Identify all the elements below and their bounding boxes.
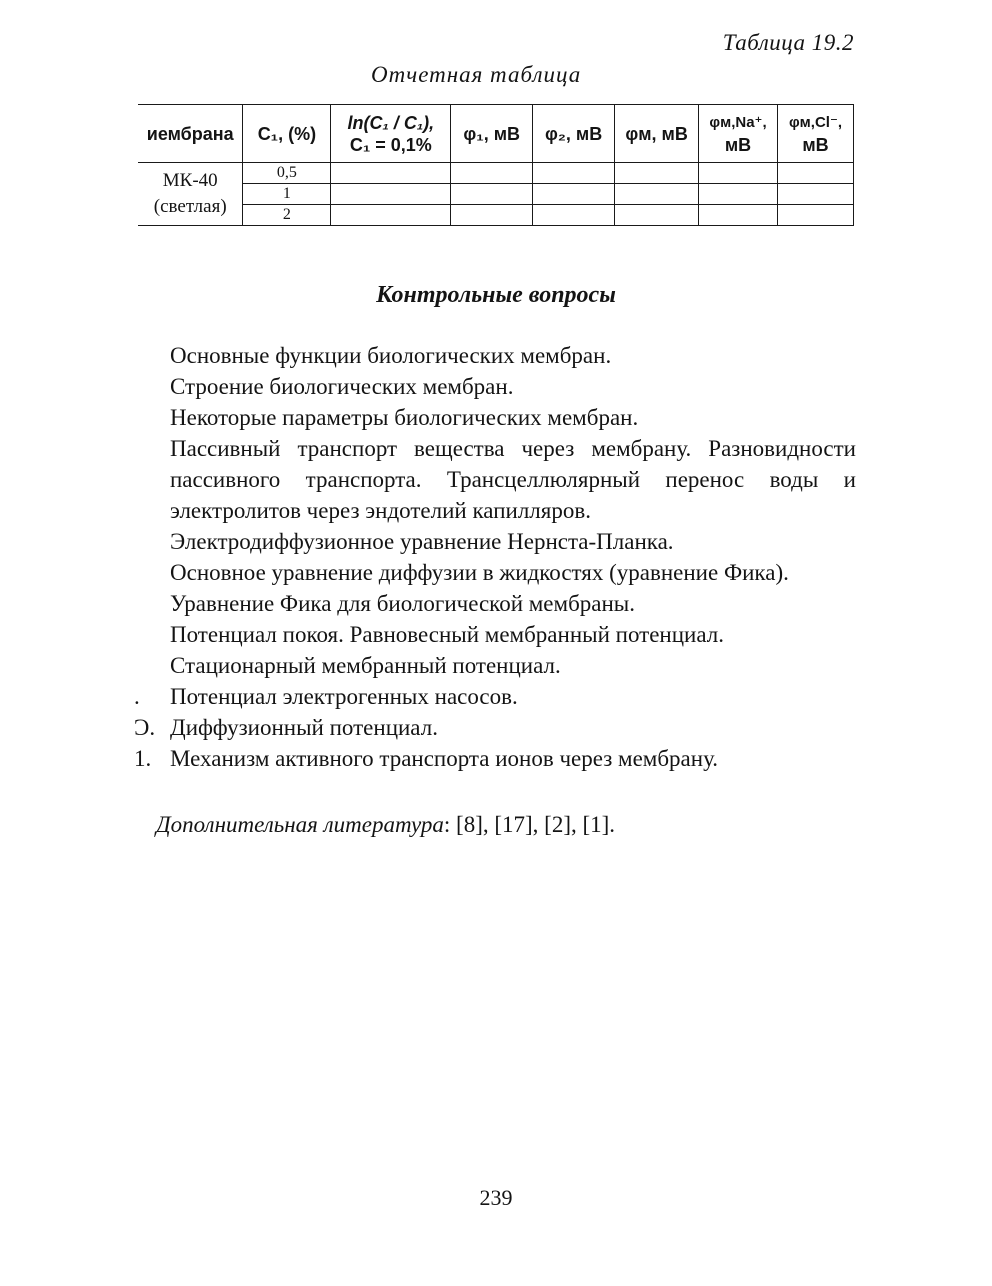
header-ln-line1: ln(C₁ / C₁), — [347, 112, 435, 133]
empty-cell — [699, 205, 778, 226]
question-text: Механизм активного транспорта ионов через мембрану. — [170, 746, 719, 771]
list-item — [134, 650, 856, 681]
header-phi1: φ₁, мВ — [451, 105, 533, 163]
membrane-subtitle: (светлая) — [153, 196, 227, 217]
list-item — [134, 681, 856, 712]
question-text: Основные функции биологических мембран. — [170, 343, 612, 368]
concentration-cell: 1 — [243, 184, 331, 205]
list-item — [134, 433, 856, 526]
list-item — [134, 557, 856, 588]
table-number-label: Таблица 19.2 — [722, 30, 854, 55]
list-item — [134, 712, 856, 743]
membrane-cell — [138, 163, 243, 226]
empty-cell — [615, 205, 699, 226]
table-header-row — [138, 105, 854, 163]
table-caption: Отчетная таблица — [371, 62, 582, 87]
question-number: 1. — [134, 746, 152, 771]
additional-literature-refs: : [8], [17], [2], [1]. — [443, 812, 616, 837]
header-phi-na-line2: мВ — [724, 134, 752, 155]
empty-cell — [533, 184, 615, 205]
question-text: Диффузионный потенциал. — [170, 715, 438, 740]
empty-cell — [331, 205, 451, 226]
section-title: Контрольные вопросы — [376, 282, 616, 308]
question-text: Пассивный транспорт вещества через мембрану. Разновидности пассивного транспорта. Трансцеллюлярный перенос воды и электролитов через эндотелий капилляров. — [170, 436, 856, 523]
list-item — [134, 340, 856, 371]
additional-literature — [156, 812, 615, 838]
empty-cell — [615, 163, 699, 184]
empty-cell — [451, 184, 533, 205]
table-row — [138, 205, 854, 226]
header-phi-cl-line2: мВ — [802, 134, 829, 155]
additional-literature-label: Дополнительная литература — [156, 812, 444, 837]
header-ln-ratio — [331, 105, 451, 163]
empty-cell — [533, 163, 615, 184]
question-text: Электродиффузионное уравнение Нернста-Планка. — [170, 529, 674, 554]
question-text: Некоторые параметры биологических мембран. — [170, 405, 639, 430]
question-number: . — [134, 684, 140, 709]
header-concentration: C₁, (%) — [243, 105, 331, 163]
list-item — [134, 371, 856, 402]
empty-cell — [778, 205, 854, 226]
question-text: Потенциал покоя. Равновесный мембранный потенциал. — [170, 622, 724, 647]
header-phi-na-line1: φм,Na⁺, — [709, 113, 767, 131]
concentration-cell: 0,5 — [243, 163, 331, 184]
questions-list — [134, 340, 856, 774]
empty-cell — [699, 163, 778, 184]
header-phi-cl — [778, 105, 854, 163]
list-item — [134, 526, 856, 557]
empty-cell — [533, 205, 615, 226]
header-phi-na — [699, 105, 778, 163]
question-text: Уравнение Фика для биологической мембраны. — [170, 591, 635, 616]
table-row — [138, 184, 854, 205]
list-item — [134, 619, 856, 650]
list-item — [134, 588, 856, 619]
empty-cell — [451, 163, 533, 184]
empty-cell — [778, 184, 854, 205]
header-phi2: φ₂, мВ — [533, 105, 615, 163]
question-text: Основное уравнение диффузии в жидкостях (уравнение Фика). — [170, 560, 789, 585]
page-number: 239 — [479, 1185, 513, 1210]
question-text: Стационарный мембранный потенциал. — [170, 653, 561, 678]
table-row — [138, 163, 854, 184]
empty-cell — [331, 184, 451, 205]
concentration-cell: 2 — [243, 205, 331, 226]
empty-cell — [615, 184, 699, 205]
empty-cell — [331, 163, 451, 184]
header-phi-cl-line1: φм,Cl⁻, — [788, 113, 843, 131]
question-text: Потенциал электрогенных насосов. — [170, 684, 518, 709]
question-number: Ɔ. — [134, 715, 156, 740]
question-text: Строение биологических мембран. — [170, 374, 514, 399]
list-item — [134, 743, 856, 774]
empty-cell — [699, 184, 778, 205]
membrane-name: МК-40 — [162, 170, 218, 191]
header-phim: φм, мВ — [615, 105, 699, 163]
header-ln-line2: C₁ = 0,1% — [349, 134, 432, 155]
list-item — [134, 402, 856, 433]
header-membrane: иембрана — [138, 105, 243, 163]
empty-cell — [778, 163, 854, 184]
empty-cell — [451, 205, 533, 226]
report-table — [138, 104, 854, 226]
